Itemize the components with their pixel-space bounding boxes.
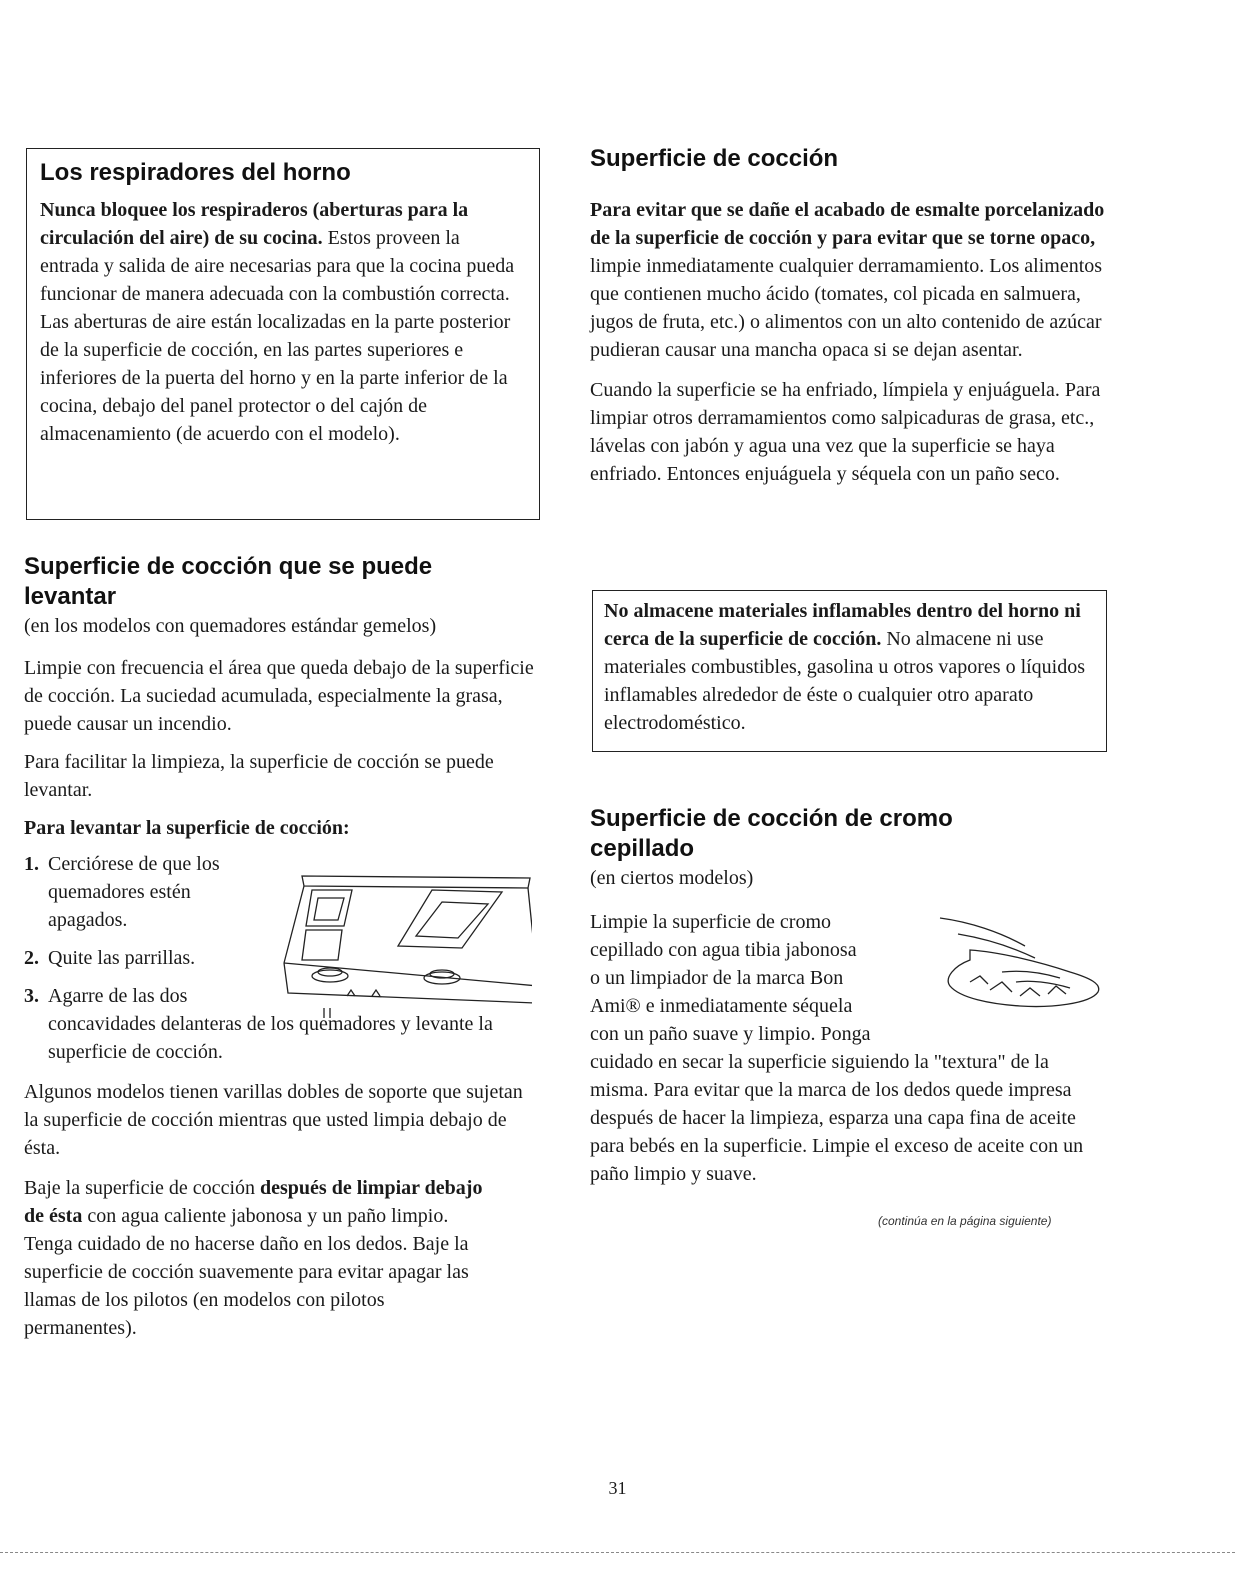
liftable-step3-cont: concavidades delanteras de los quemadores y levante la superficie de cocción. [48, 1013, 493, 1063]
liftable-p4: Baje la superficie de cocción después de limpiar debajo de ésta con agua caliente jabonosa y un paño limpio. Tenga cuidado de no hacerse daño en los dedos. Baje la superficie de cocción suavemente para evitar apagar las llamas de los pilotos (en modelos con pilotos permanentes). [24, 1177, 483, 1339]
step-item: 2. Quite las parrillas. [24, 947, 196, 969]
bottom-divider [0, 1552, 1235, 1553]
chrome-title: Superficie de cocción de cromo cepillado [590, 805, 953, 862]
vents-body: Estos proveen la entrada y salida de aire necesarias para que la cocina pueda funcionar de manera adecuada con la combustión correcta. Las aberturas de aire están localizadas en la parte posterior de la superficie de cocción, en las partes superiores e inferiores de la puerta del horno y en la parte inferior de la cocina, debajo del panel protector o del cajón de almacenamiento (de acuerdo con el modelo). [40, 227, 515, 445]
liftable-title: Superficie de cocción que se puede levantar [24, 553, 433, 610]
vents-title: Los respiradores del horno [40, 159, 351, 186]
vents-bold-lead: Nunca bloquee los respiraderos (aberturas para la circulación del aire) de su cocina. [40, 199, 469, 249]
chrome-line-2: cepillado con agua tibia jabonosa [590, 939, 857, 961]
step-item: 1. Cerciórese de que los quemadores estén apagados. [24, 853, 220, 931]
chrome-line-4: Ami® e inmediatamente séquela [590, 995, 853, 1017]
warning-body: No almacene ni use materiales combustibles, gasolina u otros vapores o líquidos inflamables alrededor de éste o cualquier otro aparato electrodoméstico. [604, 628, 1086, 734]
warning-bold-lead: No almacene materiales inflamables dentro del horno ni cerca de la superficie de cocción. [604, 600, 1081, 650]
liftable-steps-heading: Para levantar la superficie de cocción: [24, 817, 350, 839]
continued-note: (continúa en la página siguiente) [878, 1214, 1052, 1228]
warning-text [604, 597, 1094, 737]
chrome-line-5: con un paño suave y limpio. Ponga [590, 1023, 871, 1045]
chrome-line-3: o un limpiador de la marca Bon [590, 967, 844, 989]
liftable-p1: Limpie con frecuencia el área que queda debajo de la superficie de cocción. La suciedad acumulada, especialmente la grasa, puede causar un incendio. [24, 657, 534, 735]
cooktop-section [590, 144, 1115, 488]
page-number: 31 [608, 1478, 627, 1498]
cooktop-title: Superficie de cocción [590, 145, 839, 172]
chrome-rest: cuidado en secar la superficie siguiendo la "textura" de la misma. Para evitar que la marca de los dedos quede impresa después de hacer la limpieza, esparza una capa fina de aceite para bebés en la superficie. Limpie el exceso de aceite con un paño limpio y suave. [590, 1051, 1084, 1185]
liftable-p2: Para facilitar la limpieza, la superficie de cocción se puede levantar. [24, 751, 494, 801]
cooktop-p2: Cuando la superficie se ha enfriado, límpiela y enjuáguela. Para limpiar otros derramamientos como salpicaduras de grasa, etc., lávelas con jabón y agua una vez que la superficie se haya enfriado. Entonces enjuáguela y séquela con un paño seco. [590, 379, 1101, 485]
liftable-p3: Algunos modelos tienen varillas dobles de soporte que sujetan la superficie de cocción mientras que usted limpia debajo de ésta. [24, 1081, 523, 1159]
cooktop-p1: Para evitar que se dañe el acabado de esmalte porcelanizado de la superficie de cocción y para evitar que se torne opaco, limpie inmediatamente cualquier derramamiento. Los alimentos que contienen mucho ácido (tomates, col picada en salmuera, jugos de fruta, etc.) o alimentos con un alto contenido de azúcar pudieran causar una mancha opaca si se dejan asentar. [590, 199, 1105, 361]
step-item: 3. Agarre de las dos [24, 985, 188, 1007]
cooktop-lift-illustration [282, 868, 532, 1018]
chrome-line-1: Limpie la superficie de cromo [590, 911, 832, 933]
vents-section [40, 158, 520, 448]
hand-wiping-illustration [930, 912, 1105, 1022]
chrome-subtitle: (en ciertos modelos) [590, 867, 754, 889]
liftable-steps [24, 850, 264, 1010]
vents-text [40, 196, 520, 448]
liftable-subtitle: (en los modelos con quemadores estándar gemelos) [24, 615, 437, 637]
